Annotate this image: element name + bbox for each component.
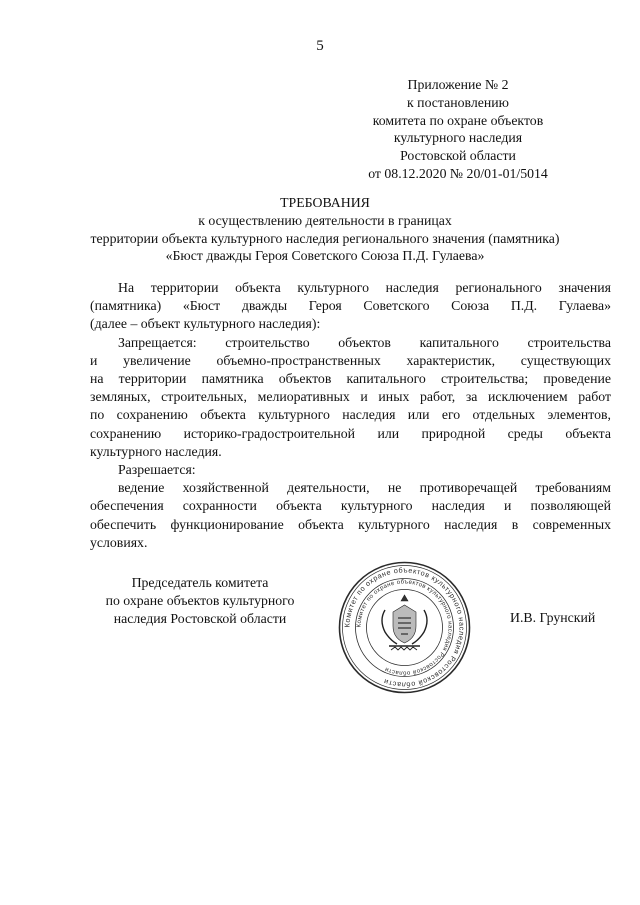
title-heading: ТРЕБОВАНИЯ xyxy=(280,195,370,210)
document-body xyxy=(90,279,611,552)
appendix-line: Приложение № 2 xyxy=(407,77,509,92)
text-line: ведение хозяйственной деятельности, не противоречащей требованиям xyxy=(118,480,611,496)
position-line: по охране объектов культурного xyxy=(105,593,295,608)
prohibited-paragraph xyxy=(90,334,611,461)
text-line: культурного наследия. xyxy=(90,443,222,459)
text-line: обеспечить функционирование объекта культурного наследия в современных xyxy=(90,516,611,532)
allowed-label xyxy=(90,461,611,479)
position-line: наследия Ростовской области xyxy=(113,611,287,626)
appendix-line: комитета по охране объектов xyxy=(372,112,544,128)
appendix-line: Ростовской области xyxy=(400,148,516,164)
text-line: (памятника) «Бюст дважды Героя Советского Союза П.Д. Гулаева» xyxy=(90,298,611,314)
document-title xyxy=(70,194,580,265)
signatory-name: И.В. Грунский xyxy=(510,610,596,625)
coat-of-arms-icon xyxy=(382,595,427,650)
text-line: обеспечения сохранности объекта культурного наследия и позволяющей xyxy=(90,498,611,514)
title-line: территории объекта культурного наследия регионального значения (памятника) xyxy=(90,230,560,246)
text-line: сохранению историко-градостроительной или природной среды объекта xyxy=(90,425,611,441)
seal-text-inner: Комитет по охране объектов культурного наследия Ростовской области xyxy=(356,579,453,676)
signatory-position xyxy=(84,574,316,628)
title-line: «Бюст дважды Героя Советского Союза П.Д. Гулаева» xyxy=(165,248,485,264)
intro-paragraph xyxy=(90,279,611,334)
official-seal xyxy=(337,560,472,695)
text-line: и увеличение объемно-пространственных характеристик, существующих xyxy=(90,352,611,368)
appendix-header xyxy=(333,76,583,183)
text-line: На территории объекта культурного наследия регионального значения xyxy=(118,280,611,295)
position-line: Председатель комитета xyxy=(131,575,269,590)
text-line: по сохранению объекта культурного наследия или его отдельных элементов, xyxy=(90,407,611,423)
text-line: Запрещается: строительство объектов капитального строительства xyxy=(118,334,611,350)
allowed-paragraph xyxy=(90,479,611,552)
appendix-line: от 08.12.2020 № 20/01-01/5014 xyxy=(368,165,548,181)
text-line: (далее – объект культурного наследия): xyxy=(90,316,321,332)
page-number: 5 xyxy=(316,38,324,54)
text-line: условиях. xyxy=(90,534,148,550)
text-line: Разрешается: xyxy=(118,462,196,478)
seal-text: Комитет по охране объектов культурного наследия Ростовской области xyxy=(342,565,467,690)
appendix-line: к постановлению xyxy=(407,94,509,110)
text-line: земляных, строительных, мелиоративных и иных работ, за исключением работ xyxy=(90,389,611,405)
title-line: к осуществлению деятельности в границах xyxy=(198,212,452,228)
appendix-line: культурного наследия xyxy=(393,130,523,146)
text-line: на территории памятника объектов капитального строительства; проведение xyxy=(90,371,611,387)
